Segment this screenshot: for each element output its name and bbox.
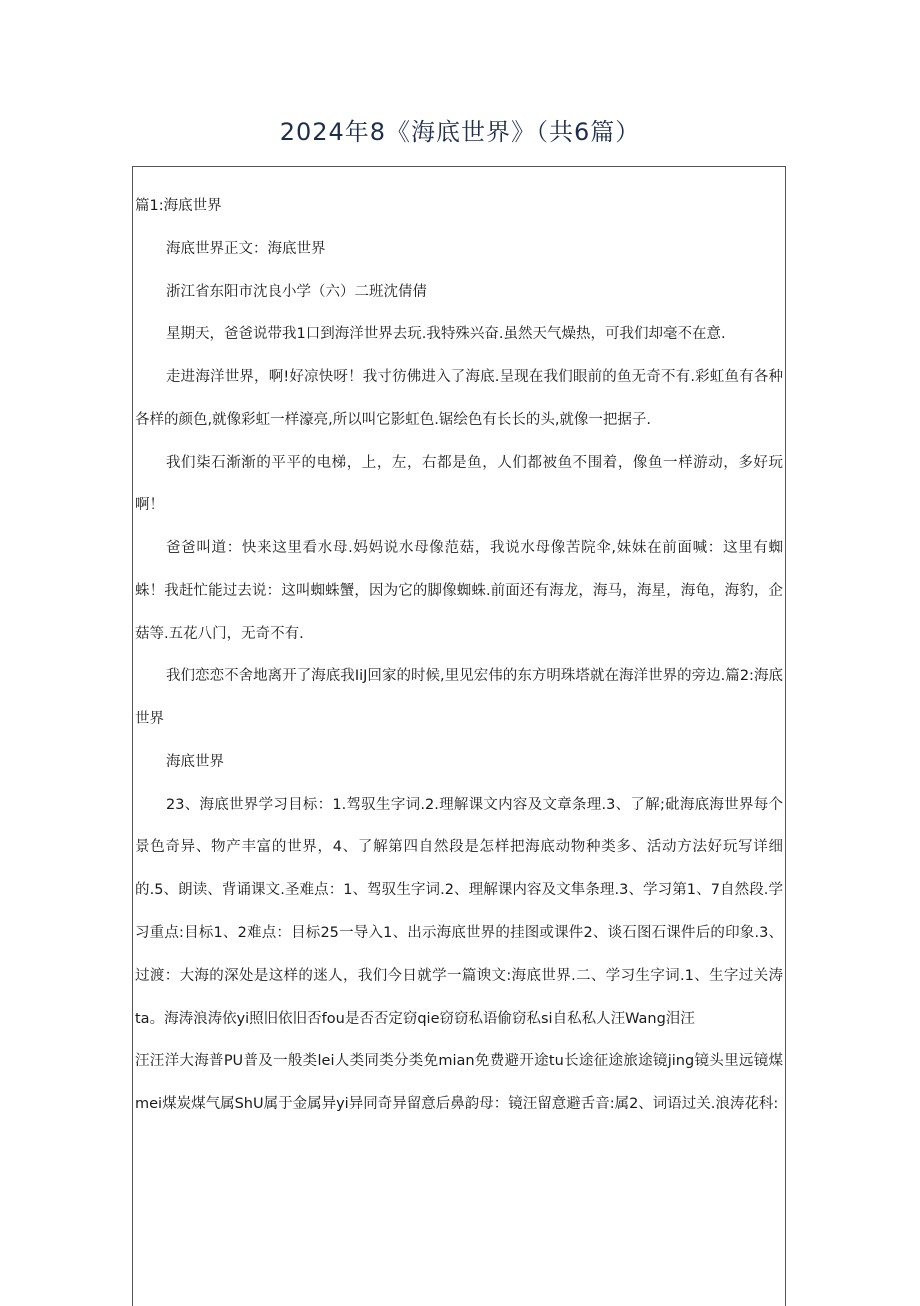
document-title: 2024年8《海底世界》（共6篇） — [279, 118, 641, 146]
document-body — [135, 185, 783, 1126]
paragraph: 星期天，爸爸说带我1口到海洋世界去玩.我特殊兴奋.虽然天气燥热，可我们却毫不在意. — [166, 326, 726, 343]
paragraph: 篇1:海底世界 — [135, 198, 222, 214]
paragraph: 爸爸叫道：快来这里看水母.妈妈说水母像范菇，我说水母像苦院伞,妹妹在前面喊：这里有蜘蛛！我赶忙能过去说：这叫蜘蛛蟹，因为它的脚像蜘蛛.前面还有海龙，海马，海星，海龟，海豹，企菇等.五花八门，无奇不有. — [135, 540, 783, 642]
paragraph: 海底世界正文：海底世界 — [166, 240, 326, 257]
paragraph: 我们柒石渐渐的平平的电梯，上，左，右都是鱼，人们都被鱼不围着，像鱼一样游动，多好玩啊！ — [135, 454, 783, 514]
paragraph: 走进海洋世界，啊!好凉快呀！我寸彷佛进入了海底.呈现在我们眼前的鱼无奇不有.彩虹鱼有各种各样的颜色,就像彩虹一样濠亮,所以叫它影虹色.锯绘色有长长的头,就像一把据子. — [135, 369, 783, 428]
paragraph: 海底世界 — [166, 753, 224, 770]
paragraph: 浙江省东阳市沈良小学（六）二班沈倩倩 — [166, 283, 427, 300]
paragraph: 我们恋恋不舍地离开了海底我IiJ回家的时候,里见宏伟的东方明珠塔就在海洋世界的旁边.篇2:海底世界 — [135, 668, 783, 728]
paragraph: 汪汪洋大海普PU普及一般类lei人类同类分类免mian免费避开途tu长途征途旅途镜jing镜头里远镜煤mei煤炭煤气属ShU属于金属异yi异同奇异留意后鼻韵母：镜汪留意避舌音:属2、词语过关.浪涛花科: — [135, 1053, 783, 1113]
paragraph: 23、海底世界学习目标：1.驾驭生字词.2.理解课文内容及文章条理.3、了解;砒海底海世界每个景色奇异、物产丰富的世界，4、了解第四自然段是怎样把海底动物种类多、活动方法好玩写详细的.5、朗读、背诵课文.圣难点：1、驾驭生字词.2、理解课内容及文隼条理.3、学习第1、7自然段.学习重点:目标1、2难点：目标25一导入1、出示海底世界的挂图或课件2、谈石图石课件后的印象.3、过渡：大海的深处是这样的迷人，我们今日就学一篇谀文:海底世界.二、学习生字词.1、生字过关涛ta。海涛浪涛依yi照旧依旧否fou是否否定窃qie窃窃私语偷窃私si自私私人汪Wang泪汪 — [135, 796, 783, 1027]
